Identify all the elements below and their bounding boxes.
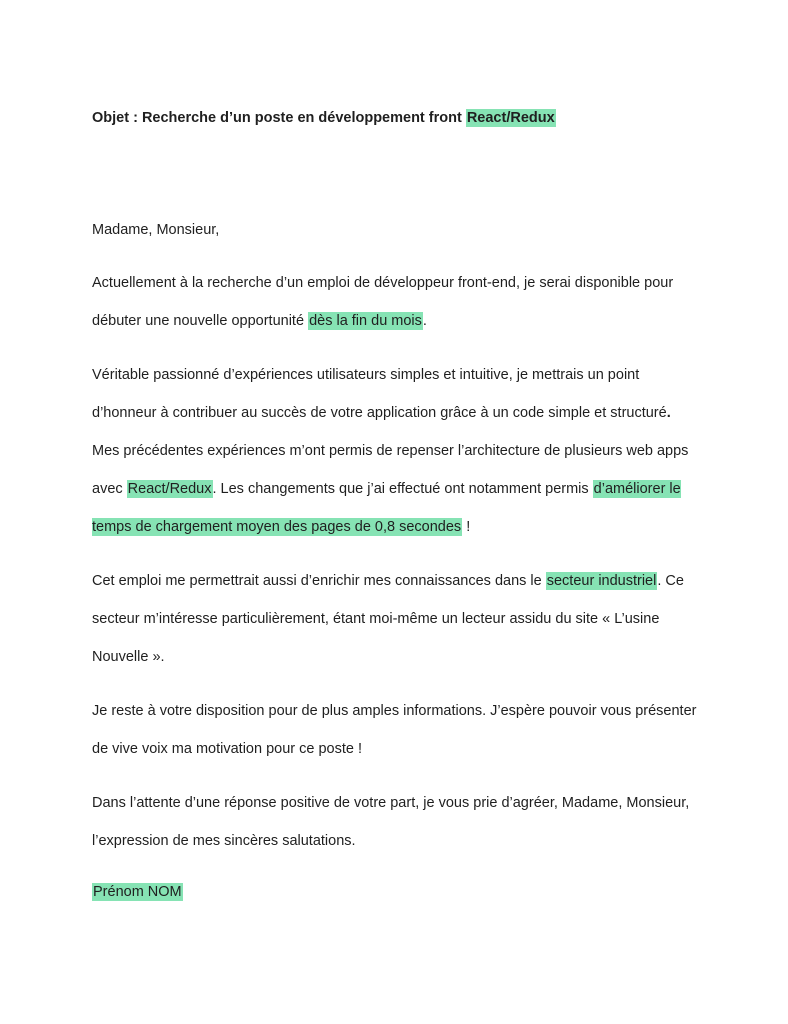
highlight-react-redux: React/Redux — [127, 481, 212, 497]
paragraph-experience — [92, 356, 702, 546]
paragraph-text: Cet emploi me permettrait aussi d’enrichir mes connaissances dans le — [92, 573, 546, 589]
paragraph-text: Mes précédentes expériences m’ont permis de repenser l’architecture de plusieurs web apps avec — [92, 443, 689, 497]
paragraph-text: . — [422, 313, 427, 329]
letter-page — [92, 104, 702, 906]
paragraph-text: ! — [462, 519, 471, 535]
salutation: Madame, Monsieur, — [92, 222, 220, 238]
subject-highlight: React/Redux — [466, 110, 555, 126]
subject-line — [92, 104, 702, 132]
paragraph-text: Actuellement à la recherche d’un emploi de développeur front-end, je serai disponible pour débuter une nouvelle opportunité — [92, 275, 674, 329]
paragraph-industry — [92, 562, 702, 676]
signature — [92, 878, 702, 906]
highlight-availability: dès la fin du mois — [309, 313, 422, 329]
paragraph-text: . Ce secteur m’intéresse particulièrement, étant moi-même un lecteur assidu du site « L’usine Nouvelle ». — [92, 573, 684, 665]
highlight-industry: secteur industriel — [546, 573, 657, 589]
highlight-loading-time: d’améliorer le temps de chargement moyen des pages de 0,8 secondes — [92, 481, 681, 535]
paragraph-text: Véritable passionné d’expériences utilisateurs simples et intuitive, je mettrais un point d’honneur à contribuer au succès de votre application grâce à un code simple et structuré — [92, 367, 667, 421]
paragraph-closing: Dans l’attente d’une réponse positive de votre part, je vous prie d’agréer, Madame, Monsieur, l’expression de mes sincères salutations. — [92, 795, 690, 849]
bold-period: . — [666, 405, 671, 421]
paragraph-availability-contact: Je reste à votre disposition pour de plus amples informations. J’espère pouvoir vous présenter de vive voix ma motivation pour ce poste ! — [92, 703, 697, 757]
paragraph-text: . Les changements que j’ai effectué ont notamment permis — [212, 481, 593, 497]
subject-prefix: Objet : Recherche d’un poste en développement front — [92, 110, 466, 126]
paragraph-availability — [92, 264, 702, 340]
signature-highlight: Prénom NOM — [93, 884, 182, 900]
